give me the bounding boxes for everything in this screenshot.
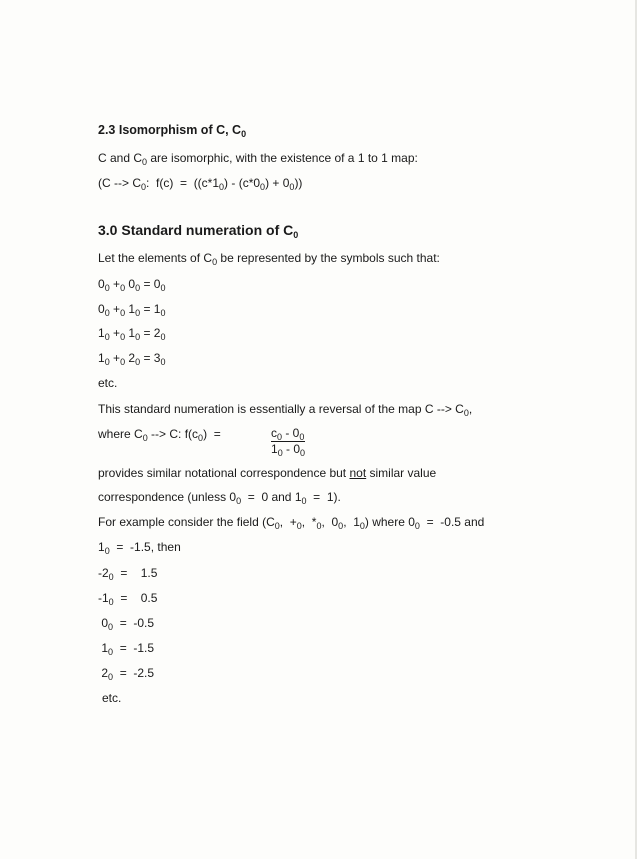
correspondence-statement: correspondence (unless $0_0 = 0$ and $1_0 = 1$). <box>98 490 341 506</box>
inverse-map: where $C_0$ --> C: $f(c_0)$ = <box>98 427 221 443</box>
reversal-statement: This standard numeration is essentially a reversal of the map C --> $C_0$, <box>98 402 473 418</box>
equation-4: $1_0 +_0$ $2_0 = 3_0$ <box>98 351 166 367</box>
section-2-3-heading: 2.3 Isomorphism of C, $C_0$ <box>98 123 247 139</box>
provides-statement: provides similar notational correspondence but not similar value <box>98 466 437 480</box>
fraction-denominator: $1_0 - 0_0$ <box>271 442 306 458</box>
value-row: $2_0 = -2.5$ <box>98 666 155 682</box>
isomorphism-statement: C and $C_0$ are isomorphic, with the existence of a 1 to 1 map: <box>98 151 418 167</box>
equation-2: $0_0 +_0$ $1_0 = 1_0$ <box>98 302 166 318</box>
equation-1: $0_0 +_0$ $0_0 = 0_0$ <box>98 277 166 293</box>
equation-3: $1_0 +_0$ $1_0 = 2_0$ <box>98 326 166 342</box>
numeration-intro: Let the elements of $C_0$ be represented by the symbols such that: <box>98 251 440 267</box>
fraction-numerator: $c_0 - 0_0$ <box>271 426 305 442</box>
value-row: $0_0 = -0.5$ <box>98 616 155 632</box>
inverse-map-fraction <box>271 427 305 456</box>
section-3-0-heading: 3.0 Standard numeration of $C_0$ <box>98 222 299 240</box>
value-row: $-1_0$ = 0.5 <box>98 591 158 607</box>
value-row: $-2_0$ = 1.5 <box>98 566 158 582</box>
example-then: $1_0 = -1.5$, then <box>98 540 181 556</box>
etc-text: etc. <box>98 376 118 390</box>
etc-text-2: etc. <box>102 691 122 705</box>
isomorphism-map: (C --> $C_0$: $f(c) = ((c*1_0) - (c*0_0) + 0_0)$) <box>98 176 303 192</box>
value-row: $1_0 = -1.5$ <box>98 641 155 657</box>
example-statement: For example consider the field ($C_0$, $+_0$, $*_0$, $0_0$, $1_0$) where $0_0 = -0.5$ and <box>98 515 485 531</box>
